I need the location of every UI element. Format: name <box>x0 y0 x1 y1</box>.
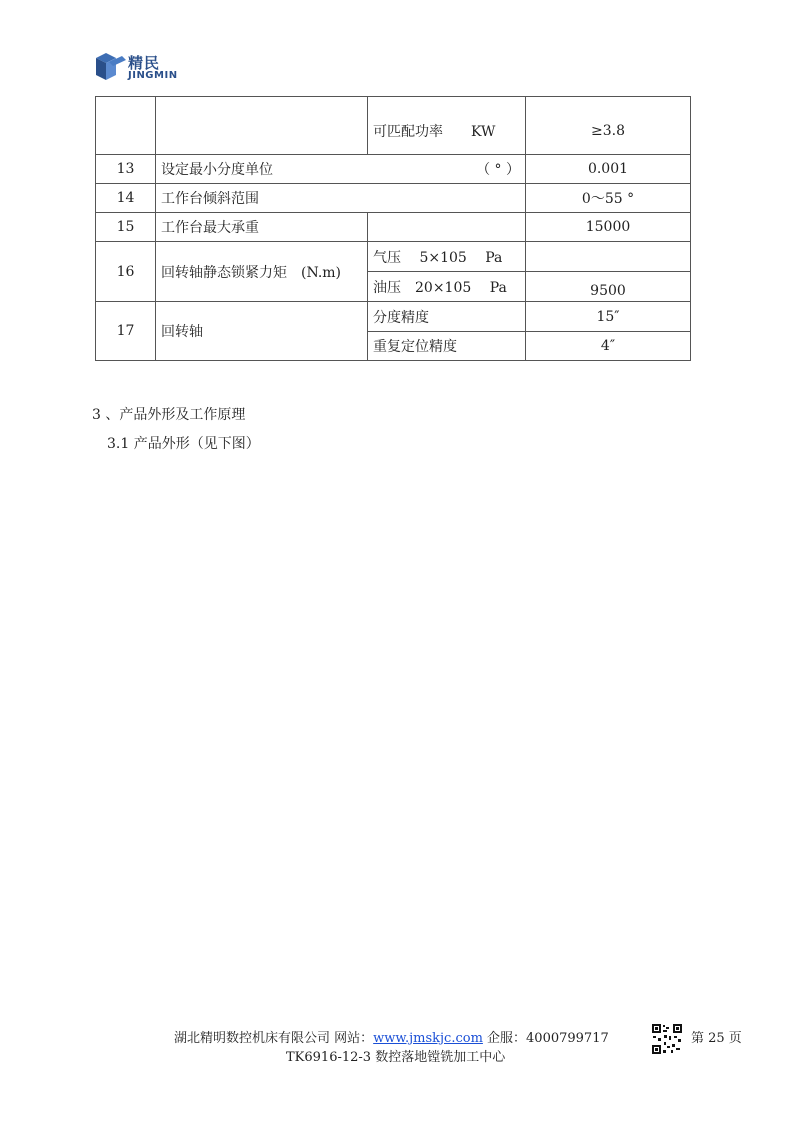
row-number-cell: 13 <box>96 155 156 184</box>
row-name-cell <box>156 97 368 155</box>
row-sub-cell: 气压 5×105 Pa <box>368 242 526 272</box>
row-value-cell: 0～55 ° <box>526 184 691 213</box>
footer-doc-title: TK6916-12-3 数控落地镗铣加工中心 <box>286 1050 506 1065</box>
row-value-cell: 15″ <box>526 302 691 332</box>
table-row <box>96 213 691 242</box>
spec-table <box>95 96 691 361</box>
row-number-cell: 15 <box>96 213 156 242</box>
row-name-cell: 工作台倾斜范围 <box>156 184 526 213</box>
logo-chinese-name: 精民 <box>128 54 161 72</box>
section-subtitle: 3.1 产品外形（见下图） <box>107 436 260 452</box>
footer-company: 湖北精明数控机床有限公司 网站： <box>174 1031 374 1046</box>
page-number: 第 25 页 <box>691 1031 742 1046</box>
row-sub-cell: 油压 20×105 Pa <box>368 272 526 302</box>
row-value-cell: 15000 <box>526 213 691 242</box>
logo-english-name: JINGMIN <box>128 70 178 81</box>
row-number-cell: 16 <box>96 242 156 302</box>
row-value-cell: 4″ <box>526 332 691 361</box>
row-sub-cell: 可匹配功率 KW <box>368 97 526 155</box>
row-name-cell: 回转轴静态锁紧力矩 (N.m) <box>156 242 368 302</box>
row-name-cell <box>156 155 526 184</box>
row-name-cell: 回转轴 <box>156 302 368 361</box>
row-number-cell <box>96 97 156 155</box>
row-value-cell: ≥3.8 <box>526 97 691 155</box>
table-row <box>96 242 691 272</box>
row-value-cell: 9500 <box>526 272 691 302</box>
footer-service: 企服：4000799717 <box>482 1031 609 1046</box>
row-sub-cell: 重复定位精度 <box>368 332 526 361</box>
row-unit: （ ° ） <box>476 162 520 178</box>
footer-website-link[interactable]: www.jmskjc.com <box>373 1031 483 1046</box>
row-empty-cell <box>368 213 526 242</box>
row-value-cell: 0.001 <box>526 155 691 184</box>
row-number-cell: 17 <box>96 302 156 361</box>
row-sub-cell: 分度精度 <box>368 302 526 332</box>
table-row <box>96 155 691 184</box>
footer-company-line <box>174 1027 609 1046</box>
row-value-cell <box>526 242 691 272</box>
table-row <box>96 97 691 155</box>
row-name-cell: 工作台最大承重 <box>156 213 368 242</box>
jingmin-logo-icon <box>94 50 128 84</box>
table-row <box>96 302 691 332</box>
qr-code-icon <box>652 1024 682 1054</box>
table-row <box>96 184 691 213</box>
row-name: 设定最小分度单位 <box>161 162 273 178</box>
section-title: 3 、产品外形及工作原理 <box>92 407 246 423</box>
row-number-cell: 14 <box>96 184 156 213</box>
